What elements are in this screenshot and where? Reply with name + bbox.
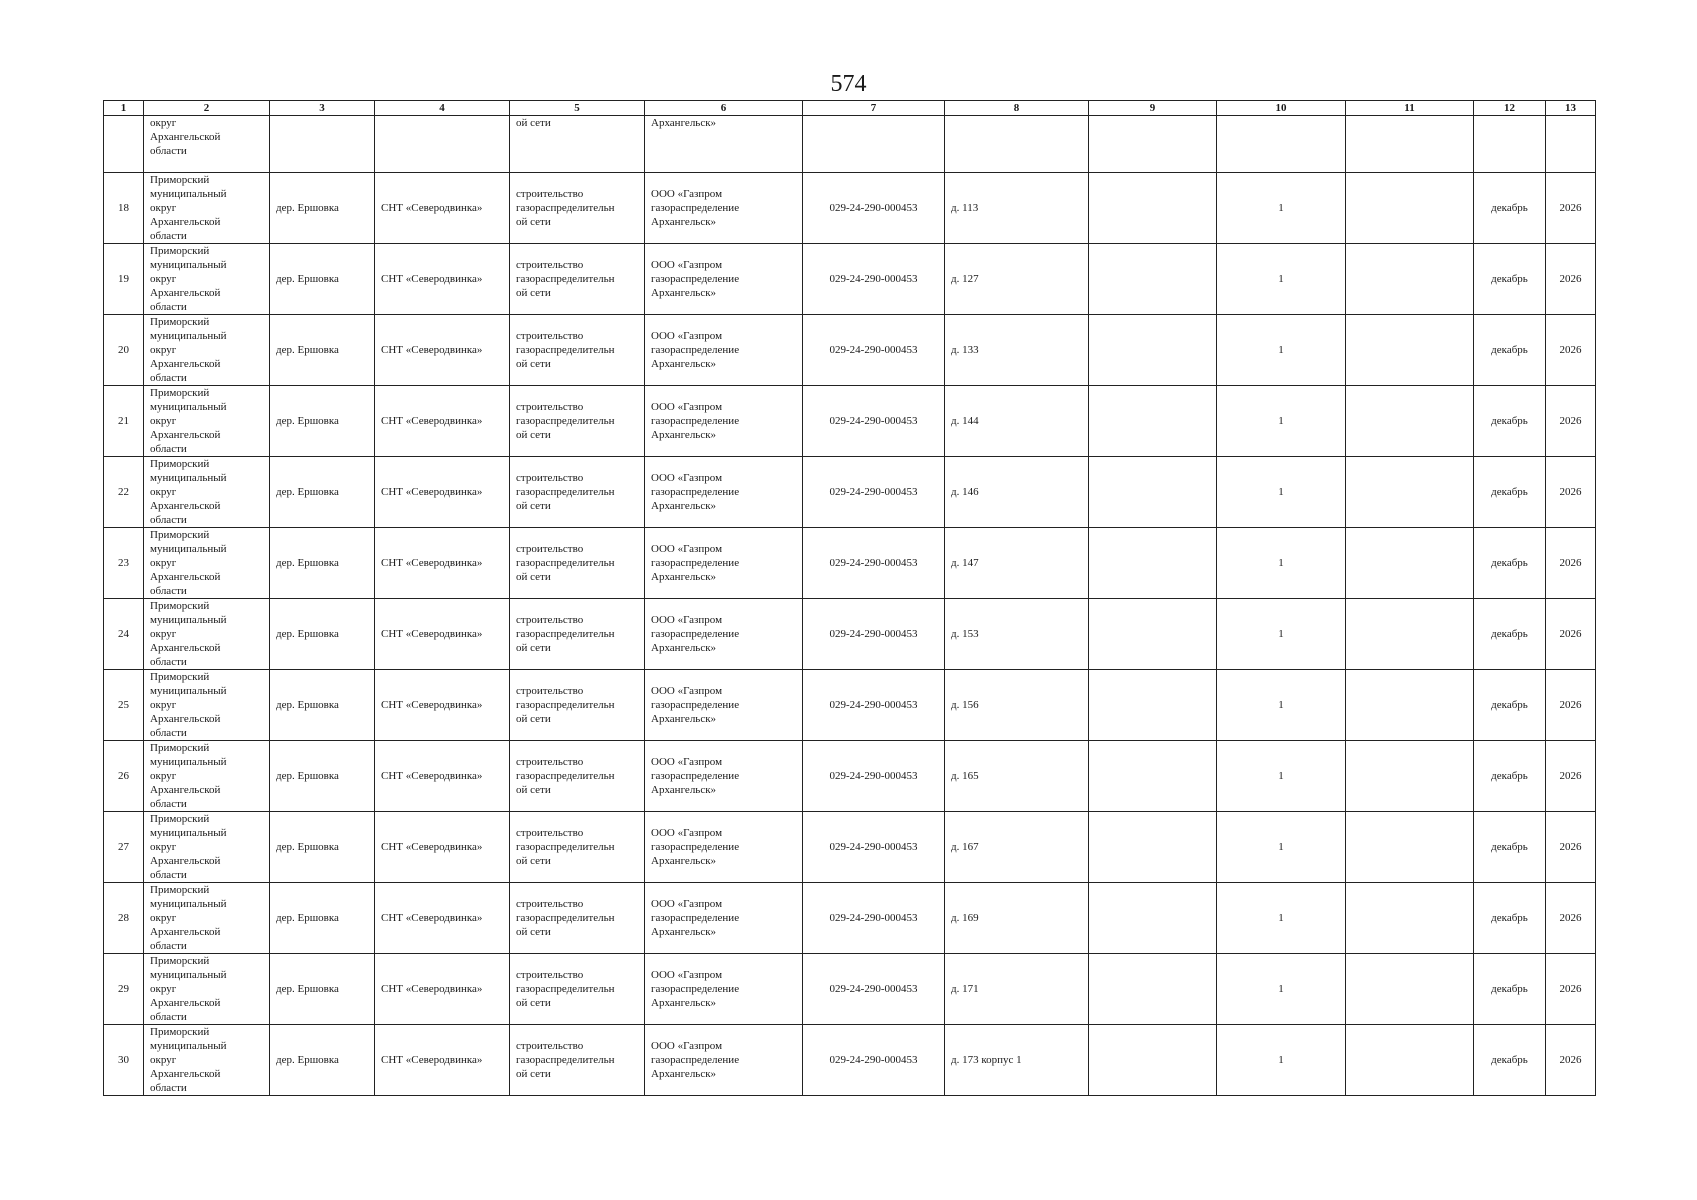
table-cell: 1 bbox=[1217, 457, 1346, 528]
table-cell: ООО «Газпром газораспределение Архангельск» bbox=[645, 457, 803, 528]
column-number: 4 bbox=[375, 101, 510, 116]
table-cell: декабрь bbox=[1474, 741, 1546, 812]
table-cell: д. 133 bbox=[945, 315, 1089, 386]
page-number: 574 bbox=[830, 71, 867, 97]
table-row bbox=[104, 244, 1596, 315]
table-cell: 2026 bbox=[1546, 883, 1596, 954]
table-cell: 1 bbox=[1217, 386, 1346, 457]
table-cell: СНТ «Северодвинка» bbox=[375, 741, 510, 812]
column-number: 7 bbox=[803, 101, 945, 116]
table-cell: 029-24-290-000453 bbox=[803, 528, 945, 599]
table-cell: Приморский муниципальный округ Архангельской области bbox=[144, 528, 270, 599]
table-cell: дер. Ершовка bbox=[270, 315, 375, 386]
table-cell bbox=[1346, 1025, 1474, 1096]
table-cell: 029-24-290-000453 bbox=[803, 244, 945, 315]
table-row bbox=[104, 315, 1596, 386]
table-cell: Приморский муниципальный округ Архангельской области bbox=[144, 812, 270, 883]
table-cell: 28 bbox=[104, 883, 144, 954]
table-cell: Приморский муниципальный округ Архангельской области bbox=[144, 1025, 270, 1096]
table-cell: 27 bbox=[104, 812, 144, 883]
table-cell: 1 bbox=[1217, 173, 1346, 244]
table-cell: строительство газораспределительн ой сети bbox=[510, 315, 645, 386]
table-cell: 029-24-290-000453 bbox=[803, 315, 945, 386]
table-cell: 25 bbox=[104, 670, 144, 741]
table-cell bbox=[1089, 244, 1217, 315]
table-cell: 029-24-290-000453 bbox=[803, 670, 945, 741]
table-cell: 2026 bbox=[1546, 812, 1596, 883]
table-row bbox=[104, 528, 1596, 599]
table-cell bbox=[1089, 528, 1217, 599]
table-cell: д. 167 bbox=[945, 812, 1089, 883]
table-cell bbox=[1346, 670, 1474, 741]
table-cell: декабрь bbox=[1474, 173, 1546, 244]
table-cell: строительство газораспределительн ой сети bbox=[510, 528, 645, 599]
table-cell bbox=[1346, 812, 1474, 883]
table-cell: 029-24-290-000453 bbox=[803, 457, 945, 528]
table-cell: дер. Ершовка bbox=[270, 457, 375, 528]
table-cell: Приморский муниципальный округ Архангельской области bbox=[144, 741, 270, 812]
table-cell: СНТ «Северодвинка» bbox=[375, 528, 510, 599]
table-cell: строительство газораспределительн ой сети bbox=[510, 173, 645, 244]
table-cell: декабрь bbox=[1474, 457, 1546, 528]
table-cell: 029-24-290-000453 bbox=[803, 599, 945, 670]
register-table bbox=[103, 100, 1596, 1096]
column-number: 9 bbox=[1089, 101, 1217, 116]
table-cell bbox=[1346, 741, 1474, 812]
column-number: 5 bbox=[510, 101, 645, 116]
table-cell: 1 bbox=[1217, 528, 1346, 599]
table-cell: 1 bbox=[1217, 1025, 1346, 1096]
table-cell: ой сети bbox=[510, 116, 645, 173]
table-cell: Приморский муниципальный округ Архангельской области bbox=[144, 315, 270, 386]
column-number-header bbox=[104, 101, 1596, 116]
table-cell: 2026 bbox=[1546, 244, 1596, 315]
continuation-row bbox=[104, 116, 1596, 173]
table-row bbox=[104, 741, 1596, 812]
table-cell bbox=[1346, 528, 1474, 599]
table-cell: Приморский муниципальный округ Архангельской области bbox=[144, 670, 270, 741]
table-cell: 029-24-290-000453 bbox=[803, 1025, 945, 1096]
table-cell bbox=[104, 116, 144, 173]
table-cell: д. 165 bbox=[945, 741, 1089, 812]
table-cell bbox=[1546, 116, 1596, 173]
table-cell: 2026 bbox=[1546, 386, 1596, 457]
table-cell: д. 171 bbox=[945, 954, 1089, 1025]
table-cell: 1 bbox=[1217, 954, 1346, 1025]
table-cell: декабрь bbox=[1474, 528, 1546, 599]
table-cell: д. 113 bbox=[945, 173, 1089, 244]
table-cell: округ Архангельской области bbox=[144, 116, 270, 173]
table-cell: Приморский муниципальный округ Архангельской области bbox=[144, 386, 270, 457]
table-cell: 2026 bbox=[1546, 670, 1596, 741]
table-cell: д. 153 bbox=[945, 599, 1089, 670]
table-cell: СНТ «Северодвинка» bbox=[375, 883, 510, 954]
column-number: 13 bbox=[1546, 101, 1596, 116]
table-cell: ООО «Газпром газораспределение Архангельск» bbox=[645, 1025, 803, 1096]
table-cell: строительство газораспределительн ой сети bbox=[510, 741, 645, 812]
table-cell: СНТ «Северодвинка» bbox=[375, 315, 510, 386]
table-cell: строительство газораспределительн ой сети bbox=[510, 954, 645, 1025]
table-cell: д. 156 bbox=[945, 670, 1089, 741]
table-cell: 2026 bbox=[1546, 315, 1596, 386]
table-cell bbox=[1089, 116, 1217, 173]
table-cell: СНТ «Северодвинка» bbox=[375, 173, 510, 244]
table-cell: СНТ «Северодвинка» bbox=[375, 954, 510, 1025]
table-cell: 2026 bbox=[1546, 599, 1596, 670]
table-cell: д. 146 bbox=[945, 457, 1089, 528]
table-cell: 2026 bbox=[1546, 954, 1596, 1025]
table-cell: Приморский муниципальный округ Архангельской области bbox=[144, 599, 270, 670]
table-cell: Приморский муниципальный округ Архангельской области bbox=[144, 244, 270, 315]
table-cell bbox=[1089, 741, 1217, 812]
table-row bbox=[104, 954, 1596, 1025]
table-cell: строительство газораспределительн ой сети bbox=[510, 1025, 645, 1096]
table-cell bbox=[1346, 244, 1474, 315]
table-cell: 21 bbox=[104, 386, 144, 457]
table-row bbox=[104, 599, 1596, 670]
table-cell bbox=[270, 116, 375, 173]
table-cell: ООО «Газпром газораспределение Архангельск» bbox=[645, 528, 803, 599]
table-cell: 1 bbox=[1217, 812, 1346, 883]
table-cell: СНТ «Северодвинка» bbox=[375, 244, 510, 315]
table-cell: 22 bbox=[104, 457, 144, 528]
table-cell bbox=[1089, 1025, 1217, 1096]
table-cell: 2026 bbox=[1546, 173, 1596, 244]
table-cell bbox=[1089, 812, 1217, 883]
table-cell: дер. Ершовка bbox=[270, 244, 375, 315]
column-number: 12 bbox=[1474, 101, 1546, 116]
table-row bbox=[104, 386, 1596, 457]
table-cell: 029-24-290-000453 bbox=[803, 812, 945, 883]
table-cell: дер. Ершовка bbox=[270, 812, 375, 883]
table-cell: декабрь bbox=[1474, 1025, 1546, 1096]
table-row bbox=[104, 1025, 1596, 1096]
table-cell: декабрь bbox=[1474, 670, 1546, 741]
table-cell bbox=[1089, 883, 1217, 954]
table-cell: СНТ «Северодвинка» bbox=[375, 1025, 510, 1096]
table-cell: д. 144 bbox=[945, 386, 1089, 457]
table-cell bbox=[803, 116, 945, 173]
table-cell: строительство газораспределительн ой сети bbox=[510, 457, 645, 528]
table-cell bbox=[1346, 386, 1474, 457]
table-cell bbox=[1089, 599, 1217, 670]
table-row bbox=[104, 670, 1596, 741]
column-number: 8 bbox=[945, 101, 1089, 116]
table-cell bbox=[945, 116, 1089, 173]
column-number: 10 bbox=[1217, 101, 1346, 116]
table-cell: 029-24-290-000453 bbox=[803, 954, 945, 1025]
table-cell: Приморский муниципальный округ Архангельской области bbox=[144, 883, 270, 954]
table-cell: дер. Ершовка bbox=[270, 883, 375, 954]
table-cell: ООО «Газпром газораспределение Архангельск» bbox=[645, 599, 803, 670]
table-cell bbox=[1346, 599, 1474, 670]
table-cell: 2026 bbox=[1546, 741, 1596, 812]
table-cell: 1 bbox=[1217, 883, 1346, 954]
table-cell: 20 bbox=[104, 315, 144, 386]
table-cell: декабрь bbox=[1474, 244, 1546, 315]
table-cell: 26 bbox=[104, 741, 144, 812]
table-cell: декабрь bbox=[1474, 812, 1546, 883]
table-cell: 1 bbox=[1217, 315, 1346, 386]
table-cell: 23 bbox=[104, 528, 144, 599]
table-cell bbox=[1346, 116, 1474, 173]
table-cell: декабрь bbox=[1474, 599, 1546, 670]
table-cell: Приморский муниципальный округ Архангельской области bbox=[144, 173, 270, 244]
table-cell: 29 bbox=[104, 954, 144, 1025]
table-cell bbox=[1089, 315, 1217, 386]
table-cell: дер. Ершовка bbox=[270, 599, 375, 670]
table-cell bbox=[375, 116, 510, 173]
table-cell: дер. Ершовка bbox=[270, 670, 375, 741]
table-cell: Приморский муниципальный округ Архангельской области bbox=[144, 954, 270, 1025]
column-number: 11 bbox=[1346, 101, 1474, 116]
column-number: 3 bbox=[270, 101, 375, 116]
table-cell: 30 bbox=[104, 1025, 144, 1096]
table-cell: 24 bbox=[104, 599, 144, 670]
table-cell bbox=[1346, 315, 1474, 386]
table-cell bbox=[1346, 954, 1474, 1025]
table-row bbox=[104, 812, 1596, 883]
table-cell: декабрь bbox=[1474, 315, 1546, 386]
table-cell: 2026 bbox=[1546, 457, 1596, 528]
column-number: 6 bbox=[645, 101, 803, 116]
table-cell: строительство газораспределительн ой сети bbox=[510, 670, 645, 741]
table-cell: 2026 bbox=[1546, 1025, 1596, 1096]
table-cell: 18 bbox=[104, 173, 144, 244]
table-cell: 1 bbox=[1217, 599, 1346, 670]
table-cell: д. 127 bbox=[945, 244, 1089, 315]
table-cell: ООО «Газпром газораспределение Архангельск» bbox=[645, 812, 803, 883]
table-cell: СНТ «Северодвинка» bbox=[375, 812, 510, 883]
table-cell bbox=[1089, 670, 1217, 741]
table-cell: ООО «Газпром газораспределение Архангельск» bbox=[645, 670, 803, 741]
table-cell: строительство газораспределительн ой сети bbox=[510, 883, 645, 954]
table-cell: 1 bbox=[1217, 670, 1346, 741]
table-cell bbox=[1346, 173, 1474, 244]
table-cell: ООО «Газпром газораспределение Архангельск» bbox=[645, 315, 803, 386]
table-cell: 029-24-290-000453 bbox=[803, 741, 945, 812]
table-cell bbox=[1089, 954, 1217, 1025]
table-cell: ООО «Газпром газораспределение Архангельск» bbox=[645, 173, 803, 244]
table-cell: 19 bbox=[104, 244, 144, 315]
table-cell bbox=[1089, 457, 1217, 528]
table-row bbox=[104, 457, 1596, 528]
table-cell: СНТ «Северодвинка» bbox=[375, 457, 510, 528]
table-cell: строительство газораспределительн ой сети bbox=[510, 244, 645, 315]
table-cell: 1 bbox=[1217, 244, 1346, 315]
table-cell bbox=[1474, 116, 1546, 173]
table-cell: ООО «Газпром газораспределение Архангельск» bbox=[645, 741, 803, 812]
table-cell: 1 bbox=[1217, 741, 1346, 812]
table-cell bbox=[1089, 173, 1217, 244]
table-cell: ООО «Газпром газораспределение Архангельск» bbox=[645, 883, 803, 954]
table-cell: ООО «Газпром газораспределение Архангельск» bbox=[645, 954, 803, 1025]
table-row bbox=[104, 883, 1596, 954]
table-cell: д. 173 корпус 1 bbox=[945, 1025, 1089, 1096]
table-cell: декабрь bbox=[1474, 883, 1546, 954]
table-cell: СНТ «Северодвинка» bbox=[375, 386, 510, 457]
table-cell: д. 169 bbox=[945, 883, 1089, 954]
table-cell: строительство газораспределительн ой сети bbox=[510, 386, 645, 457]
table-cell: дер. Ершовка bbox=[270, 954, 375, 1025]
table-cell: 2026 bbox=[1546, 528, 1596, 599]
column-number: 1 bbox=[104, 101, 144, 116]
table-cell: СНТ «Северодвинка» bbox=[375, 599, 510, 670]
table-cell: д. 147 bbox=[945, 528, 1089, 599]
column-number: 2 bbox=[144, 101, 270, 116]
table-cell: строительство газораспределительн ой сети bbox=[510, 599, 645, 670]
table-cell: Архангельск» bbox=[645, 116, 803, 173]
table-cell bbox=[1346, 457, 1474, 528]
table-cell: 029-24-290-000453 bbox=[803, 386, 945, 457]
table-cell bbox=[1217, 116, 1346, 173]
table-cell: 029-24-290-000453 bbox=[803, 883, 945, 954]
table-cell: Приморский муниципальный округ Архангельской области bbox=[144, 457, 270, 528]
table-cell: декабрь bbox=[1474, 954, 1546, 1025]
table-cell: СНТ «Северодвинка» bbox=[375, 670, 510, 741]
table-cell: ООО «Газпром газораспределение Архангельск» bbox=[645, 386, 803, 457]
table-cell bbox=[1089, 386, 1217, 457]
table-cell: ООО «Газпром газораспределение Архангельск» bbox=[645, 244, 803, 315]
table-cell bbox=[1346, 883, 1474, 954]
table-cell: дер. Ершовка bbox=[270, 528, 375, 599]
table-cell: дер. Ершовка bbox=[270, 1025, 375, 1096]
table-cell: строительство газораспределительн ой сети bbox=[510, 812, 645, 883]
table-cell: 029-24-290-000453 bbox=[803, 173, 945, 244]
table-row bbox=[104, 173, 1596, 244]
table-cell: дер. Ершовка bbox=[270, 741, 375, 812]
table-cell: дер. Ершовка bbox=[270, 173, 375, 244]
table-cell: декабрь bbox=[1474, 386, 1546, 457]
table-cell: дер. Ершовка bbox=[270, 386, 375, 457]
